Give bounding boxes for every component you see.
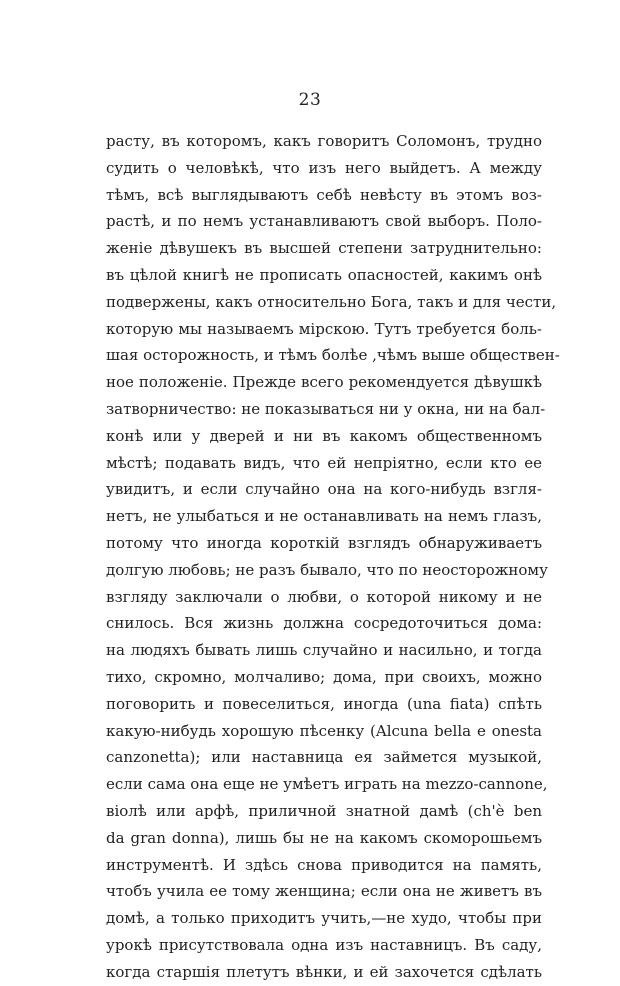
text-line: віолѣ или арфѣ, приличной знатной дамѣ (ch'è ben: [106, 801, 542, 820]
text-line: расту, въ которомъ, какъ говоритъ Соломонъ, трудно: [106, 132, 542, 150]
text-line: тихо, скромно, молчаливо; дома, при своихъ, можно: [106, 667, 542, 686]
text-line: урокѣ присутствовала одна изъ наставницъ. Въ саду,: [106, 935, 542, 954]
text-line: взгляду заключали о любви, о которой никому и не: [106, 587, 542, 606]
text-line: которую мы называемъ мірскою. Тутъ требуется боль-: [106, 319, 542, 338]
text-line: снилось. Вся жизнь должна сосредоточиться дома:: [106, 614, 542, 633]
text-line: чтобъ учила ее тому женщина; если она не живетъ въ: [106, 882, 542, 901]
text-line: инструментѣ. И здѣсь снова приводится на память,: [106, 855, 542, 874]
text-line: поговорить и повеселиться, иногда (una fiata) спѣть: [106, 694, 542, 713]
text-line: долгую любовь; не разъ бывало, что по неосторожному: [106, 560, 548, 579]
text-line: подвержены, какъ относительно Бога, такъ и для чести,: [106, 292, 557, 311]
text-line: если сама она еще не умѣетъ играть на mezzo-cannone,: [106, 775, 548, 794]
text-line: canzonetta); или наставница ея займется музыкой,: [106, 748, 542, 767]
text-line: потому что иногда короткій взглядъ обнаруживаетъ: [106, 533, 542, 552]
text-line: тѣмъ, всѣ выглядываютъ себѣ невѣсту въ этомъ воз-: [106, 185, 542, 204]
text-line: какую-нибудь хорошую пѣсенку (Alcuna bella e onesta: [106, 721, 542, 740]
text-line: нетъ, не улыбаться и не останавливать на немъ глазъ,: [106, 507, 542, 526]
text-line: когда старшія плетутъ вѣнки, и ей захочется сдѣлать: [106, 962, 542, 981]
text-line: увидитъ, и если случайно она на кого-нибудь взгля-: [106, 480, 542, 499]
page-number: 23: [298, 90, 322, 110]
text-line: конѣ или у дверей и ни въ какомъ общественномъ: [106, 426, 542, 445]
text-line: растѣ, и по немъ устанавливаютъ свой выборъ. Поло-: [106, 212, 542, 231]
page-text: [106, 128, 560, 986]
text-line: женіе дѣвушекъ въ высшей степени затруднительно:: [106, 239, 542, 258]
text-line: домѣ, а только приходитъ учить,—не худо, чтобы при: [106, 909, 542, 928]
text-line: затворничество: не показываться ни у окна, ни на бал-: [106, 399, 546, 418]
text-line: шая осторожность, и тѣмъ болѣе ,чѣмъ выше обществен-: [106, 346, 560, 365]
text-line: въ цѣлой книгѣ не прописать опасностей, какимъ онѣ: [106, 265, 542, 284]
text-line: мѣстѣ; подавать видъ, что ей непріятно, если кто ее: [106, 453, 542, 472]
text-line: da gran donna), лишь бы не на какомъ скоморошьемъ: [106, 828, 542, 847]
text-line: судить о человѣкѣ, что изъ него выйдетъ. А между: [106, 158, 542, 177]
text-line: на людяхъ бывать лишь случайно и насильно, и тогда: [106, 641, 542, 660]
text-line: ное положеніе. Прежде всего рекомендуется дѣвушкѣ: [106, 373, 542, 392]
